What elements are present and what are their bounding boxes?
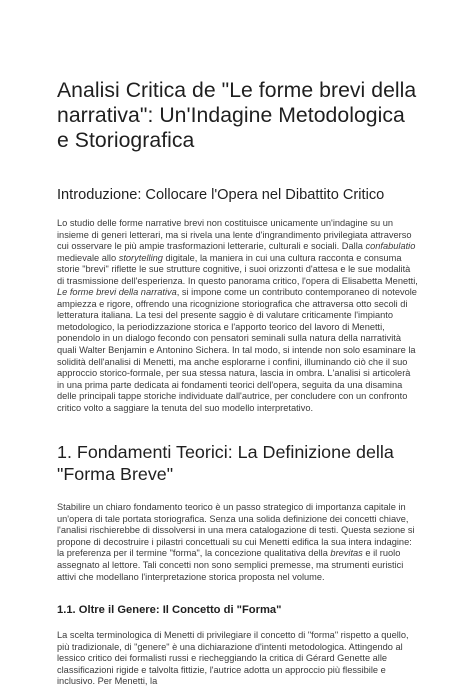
intro-emphasis-2: storytelling [118, 252, 163, 263]
intro-paragraph [57, 218, 420, 414]
section-1-text-2: e il ruolo assegnato al lettore. Tali concetti non sono semplici premesse, ma strumenti euristici attivi che modellano l'interpretazione storica proposta nel volume. [57, 548, 404, 582]
intro-emphasis-3: Le forme brevi della narrativa [57, 287, 177, 298]
intro-text-1: Lo studio delle forme narrative brevi non costituisce unicamente un'indagine su un insieme di generi letterari, ma si rivela una lente d'ingrandimento privilegiata attraverso cui osservare le più ampie trasformazioni letterarie, culturali e sociali. Dalla [57, 218, 412, 252]
intro-heading: Introduzione: Collocare l'Opera nel Dibattito Critico [57, 187, 385, 203]
intro-text-3: digitale, la maniera in cui una cultura racconta e consuma storie "brevi" riflette le sue strutture cognitive, i suoi orizzonti d'attesa e le sue modalità di trasmissione dell'esperienza. In questo panorama critico, l'opera di Elisabetta Menetti, [57, 252, 418, 286]
section-1-paragraph [57, 502, 420, 583]
section-1-1-paragraph: La scelta terminologica di Menetti di privilegiare il concetto di "forma" rispetto a quello, più tradizionale, di "genere" è una dichiarazione d'intenti metodologica. Attingendo al lessico critico dei formalisti russi e riecheggiando la critica di Gérard Genette alle classificazioni rigide e talvolta fittizie, l'autrice adotta un approccio più flessibile e inclusivo. Per Menetti, la [57, 630, 409, 687]
document-title: Analisi Critica de "Le forme brevi della narrativa": Un'Indagine Metodologica e Storiografica [57, 79, 417, 152]
section-1-text-1: Stabilire un chiaro fondamento teorico è un passo strategico di importanza capitale in un'opera di tale portata storiografica. Senza una solida definizione dei concetti chiave, l'analisi rischierebbe di dissolversi in una mera catalogazione di testi. Questa sezione si propone di decostruire i pilastri concettuali su cui Menetti edifica la sua intera indagine: la preferenza per il termine "forma", la concezione qualitativa della [57, 502, 415, 559]
section-1-1-heading: 1.1. Oltre il Genere: Il Concetto di "Forma" [57, 604, 282, 617]
section-1-heading: 1. Fondamenti Teorici: La Definizione della "Forma Breve" [57, 442, 394, 485]
intro-text-2: medievale allo [57, 252, 119, 263]
section-1-emphasis: brevitas [330, 548, 363, 559]
intro-text-4: , si impone come un contributo contemporaneo di notevole ampiezza e rigore, offrendo una ricognizione storiografica che attraversa otto secoli di letteratura italiana. La tesi del presente saggio è di valutare criticamente l'impianto metodologico, la periodizzazione storica e l'apporto teorico del lavoro di Menetti, ponendolo in un dialogo fecondo con pensatori seminali sulla natura della narratività quali Walter Benjamin e Antonino Sichera. In tal modo, si intende non solo esaminare la solidità dell'analisi di Menetti, ma anche esplorarne i confini, illuminando ciò che il suo approccio storico-formale, per sua stessa natura, lascia in ombra. L'analisi si articolerà in una prima parte dedicata ai fondamenti teorici dell'opera, seguita da una disamina delle principali tappe storiche individuate dall'autrice, per concludere con un confronto critico volto a saggiare la tenuta del suo modello interpretativo. [57, 287, 417, 413]
intro-emphasis-1: confabulatio [365, 241, 416, 252]
